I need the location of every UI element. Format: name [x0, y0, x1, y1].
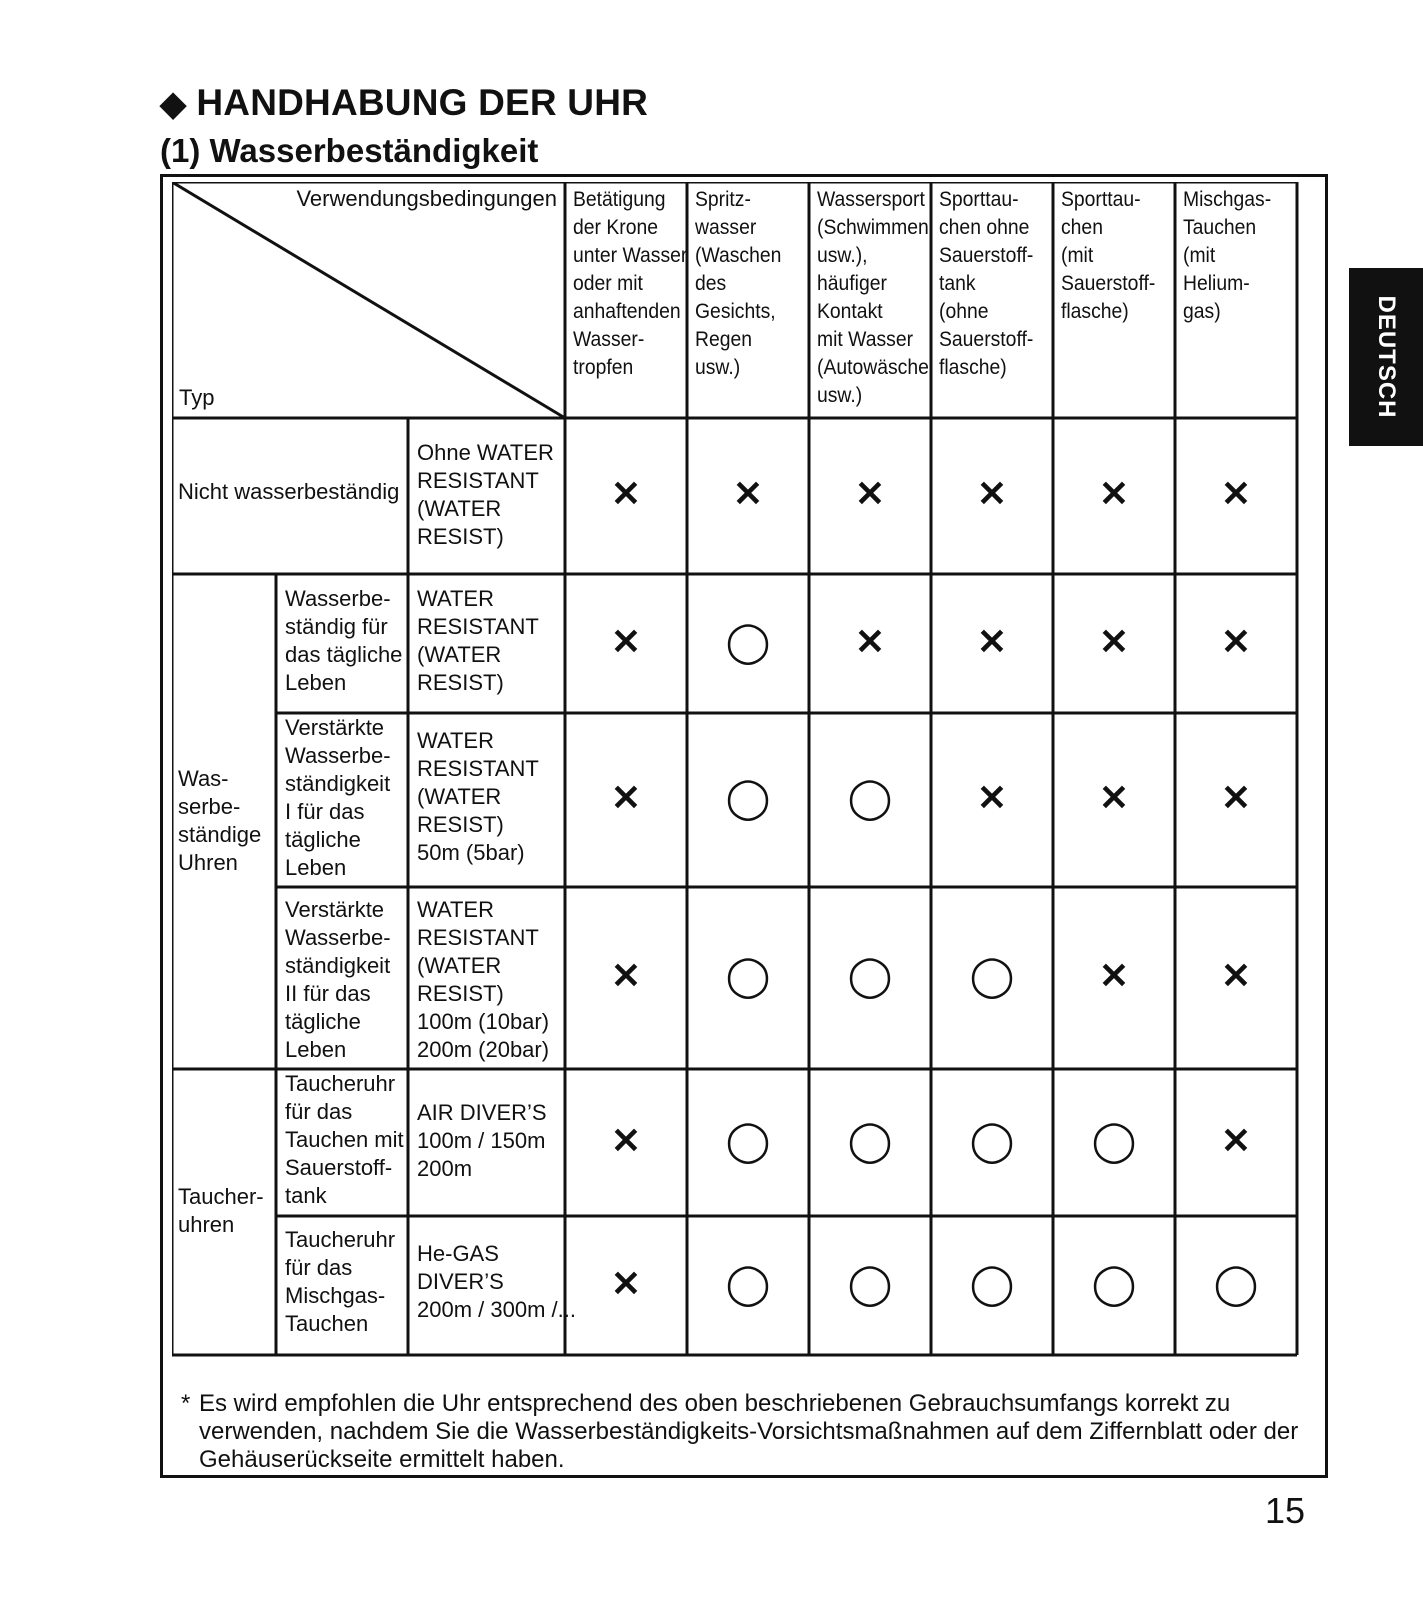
unsuitable-cross-icon: ✕: [1220, 955, 1252, 996]
marking-label: WATER RESISTANT (WATER RESIST) 50m (5bar): [417, 728, 539, 865]
column-header: Betätigung der Krone unter Wasser oder mit anhaftenden Wasser- tropfen: [573, 187, 688, 379]
unsuitable-cross-icon: ✕: [1098, 955, 1130, 996]
suitable-circle-icon: ◯: [1091, 1261, 1137, 1306]
column-header: Wassersport (Schwimmen usw.), häufiger Kontakt mit Wasser (Autowäsche usw.): [817, 187, 929, 407]
suitable-circle-icon: ◯: [725, 776, 771, 820]
language-tab: [1349, 268, 1423, 446]
unsuitable-cross-icon: ✕: [854, 473, 886, 514]
footnote-text: Es wird empfohlen die Uhr entsprechend des oben beschriebenen Gebrauchsumfangs korrekt zu verwenden, nachdem Sie die Wasserbeständigkeits-Vorsichtsmaßnahmen auf dem Ziffernblatt oder der Gehäuserückseite ermittelt haben.: [199, 1390, 1299, 1473]
suitable-circle-icon: ◯: [969, 954, 1015, 998]
group-label-diver: Taucher- uhren: [178, 1184, 264, 1237]
marking-label: Ohne WATER RESISTANT (WATER RESIST): [417, 440, 554, 549]
section-title: HANDHABUNG DER UHR: [196, 82, 649, 123]
subtype-label: Verstärkte Wasserbe- ständigkeit II für das tägliche Leben: [285, 897, 391, 1062]
unsuitable-cross-icon: ✕: [610, 620, 642, 662]
section-heading: [160, 82, 648, 124]
unsuitable-cross-icon: ✕: [732, 473, 764, 514]
suitable-circle-icon: ◯: [1091, 1118, 1137, 1163]
unsuitable-cross-icon: ✕: [1098, 620, 1130, 662]
suitable-circle-icon: ◯: [725, 954, 771, 998]
group-label-water-resistant: Was- serbe- ständige Uhren: [178, 766, 262, 875]
unsuitable-cross-icon: ✕: [1220, 1119, 1252, 1161]
subtype-label: Verstärkte Wasserbe- ständigkeit I für das tägliche Leben: [285, 715, 391, 880]
page-number: 15: [1265, 1490, 1306, 1531]
unsuitable-cross-icon: ✕: [976, 473, 1008, 514]
unsuitable-cross-icon: ✕: [1098, 777, 1130, 818]
footnote-star: *: [181, 1390, 191, 1417]
suitable-circle-icon: ◯: [969, 1261, 1015, 1306]
suitable-circle-icon: ◯: [847, 1261, 893, 1306]
subtype-label: Wasserbe- ständig für das tägliche Leben: [285, 586, 403, 695]
subtype-label: Taucheruhr für das Mischgas- Tauchen: [285, 1227, 396, 1336]
corner-label-conditions: Verwendungsbedingungen: [296, 186, 557, 211]
corner-label-type: Typ: [179, 385, 215, 410]
unsuitable-cross-icon: ✕: [1220, 620, 1252, 662]
column-header: Sporttau- chen ohne Sauerstoff- tank (ohne Sauerstoff- flasche): [939, 187, 1034, 379]
unsuitable-cross-icon: ✕: [610, 955, 642, 996]
unsuitable-cross-icon: ✕: [1220, 777, 1252, 818]
water-resistance-table: [172, 182, 1317, 1381]
marking-label: WATER RESISTANT (WATER RESIST) 100m (10bar) 200m (20bar): [417, 897, 550, 1062]
suitable-circle-icon: ◯: [969, 1118, 1015, 1163]
column-header: Mischgas- Tauchen (mit Helium- gas): [1183, 187, 1272, 323]
footnote: [181, 1390, 1301, 1474]
marking-label: He-GAS DIVER’S 200m / 300m /...: [417, 1241, 576, 1322]
marking-label: WATER RESISTANT (WATER RESIST): [417, 586, 539, 695]
column-header: Spritz- wasser (Waschen des Gesichts, Regen usw.): [695, 187, 782, 379]
subtype-label: Taucheruhr für das Tauchen mit Sauerstoff- tank: [285, 1071, 404, 1208]
suitable-circle-icon: ◯: [847, 954, 893, 998]
suitable-circle-icon: ◯: [725, 1261, 771, 1306]
suitable-circle-icon: ◯: [725, 619, 771, 664]
unsuitable-cross-icon: ✕: [1220, 473, 1252, 514]
suitable-circle-icon: ◯: [847, 776, 893, 820]
marking-label: AIR DIVER’S 100m / 150m 200m: [417, 1100, 547, 1181]
subsection-title: (1) Wasserbeständigkeit: [160, 132, 539, 169]
group-label-not-resistant: Nicht wasserbeständig: [178, 479, 400, 504]
unsuitable-cross-icon: ✕: [610, 473, 642, 514]
unsuitable-cross-icon: ✕: [976, 777, 1008, 818]
diamond-icon: ◆: [160, 85, 187, 123]
unsuitable-cross-icon: ✕: [854, 620, 886, 662]
column-header: Sporttau- chen (mit Sauerstoff- flasche): [1061, 187, 1156, 323]
unsuitable-cross-icon: ✕: [1098, 473, 1130, 514]
unsuitable-cross-icon: ✕: [976, 620, 1008, 662]
suitable-circle-icon: ◯: [1213, 1261, 1259, 1306]
suitable-circle-icon: ◯: [847, 1118, 893, 1163]
unsuitable-cross-icon: ✕: [610, 1262, 642, 1304]
corner-diagonal: [172, 182, 565, 418]
unsuitable-cross-icon: ✕: [610, 1119, 642, 1161]
language-tab-label: DEUTSCH: [1373, 295, 1400, 419]
unsuitable-cross-icon: ✕: [610, 777, 642, 818]
suitable-circle-icon: ◯: [725, 1118, 771, 1163]
